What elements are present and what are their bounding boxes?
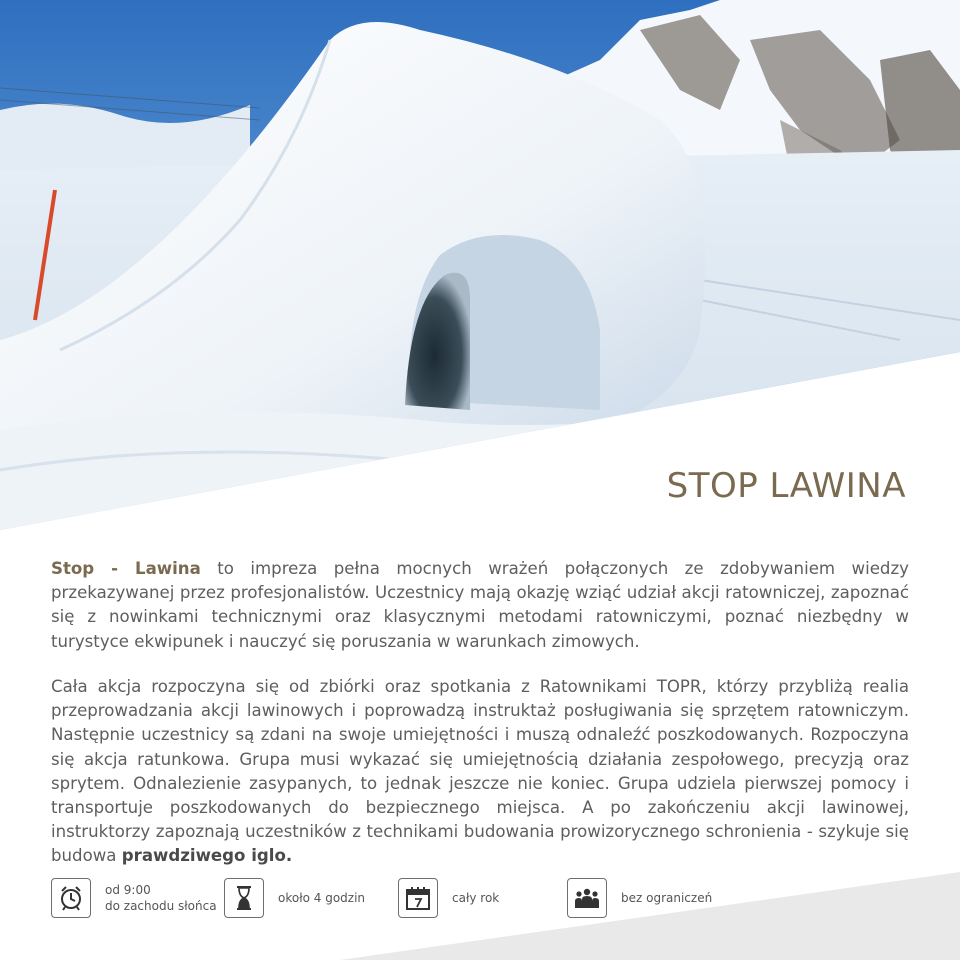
info-hours — [51, 877, 217, 919]
info-group — [567, 877, 712, 919]
info-duration — [224, 877, 365, 919]
info-group-line1: bez ograniczeń — [621, 891, 713, 905]
info-hours-line1: od 9:00 — [105, 883, 151, 897]
body-paragraph — [51, 675, 909, 869]
group-icon — [567, 878, 607, 918]
intro-text: to impreza pełna mocnych wrażeń połączonych ze zdobywaniem wiedzy przekazywanej przez profesjonalistów. Uczestnicy mają okazję wziąć udział akcji ratowniczej, zapoznać się z nowinkami technicznymi oraz klasycznymi metodami ratowniczymi, poznać niezbędny w turystyce ekwipunek i nauczyć się poruszania w warunkach zimowych. — [51, 559, 909, 651]
info-duration-line1: około 4 godzin — [278, 891, 366, 905]
info-hours-line2: do zachodu słońca — [105, 899, 217, 913]
body-emphasis: prawdziwego iglo. — [121, 846, 293, 866]
info-season — [398, 877, 499, 919]
info-season-line1: cały rok — [452, 891, 500, 905]
alarm-clock-icon — [51, 878, 91, 918]
hourglass-icon — [224, 878, 264, 918]
body-text: Cała akcja rozpoczyna się od zbiórki oraz spotkania z Ratownikami TOPR, którzy przybliżą realia przeprowadzania akcji lawinowych i poprowadzą instruktaż posługiwania się sprzętem ratowniczym. Następnie uczestnicy są zdani na swoje umiejętności i muszą odnaleźć poszkodowanych. Rozpoczyna się akcja ratunkowa. Grupa musi wykazać się umiejętnością działania zespołowego, precyzją oraz sprytem. Odnalezienie zasypanych, to jednak jeszcze nie koniec. Grupa udziela pierwszej pomocy i transportuje poszkodowanych do bezpiecznego miejsca. A po zakończeniu akcji lawinowej, instruktorzy zapoznają uczestników z technikami budowania prowizorycznego schronienia - szykuje się budowa — [51, 677, 909, 866]
page-title: STOP LAWINA — [666, 466, 906, 506]
intro-paragraph — [51, 557, 909, 654]
intro-lead: Stop - Lawina — [51, 559, 201, 578]
calendar-icon — [398, 878, 438, 918]
